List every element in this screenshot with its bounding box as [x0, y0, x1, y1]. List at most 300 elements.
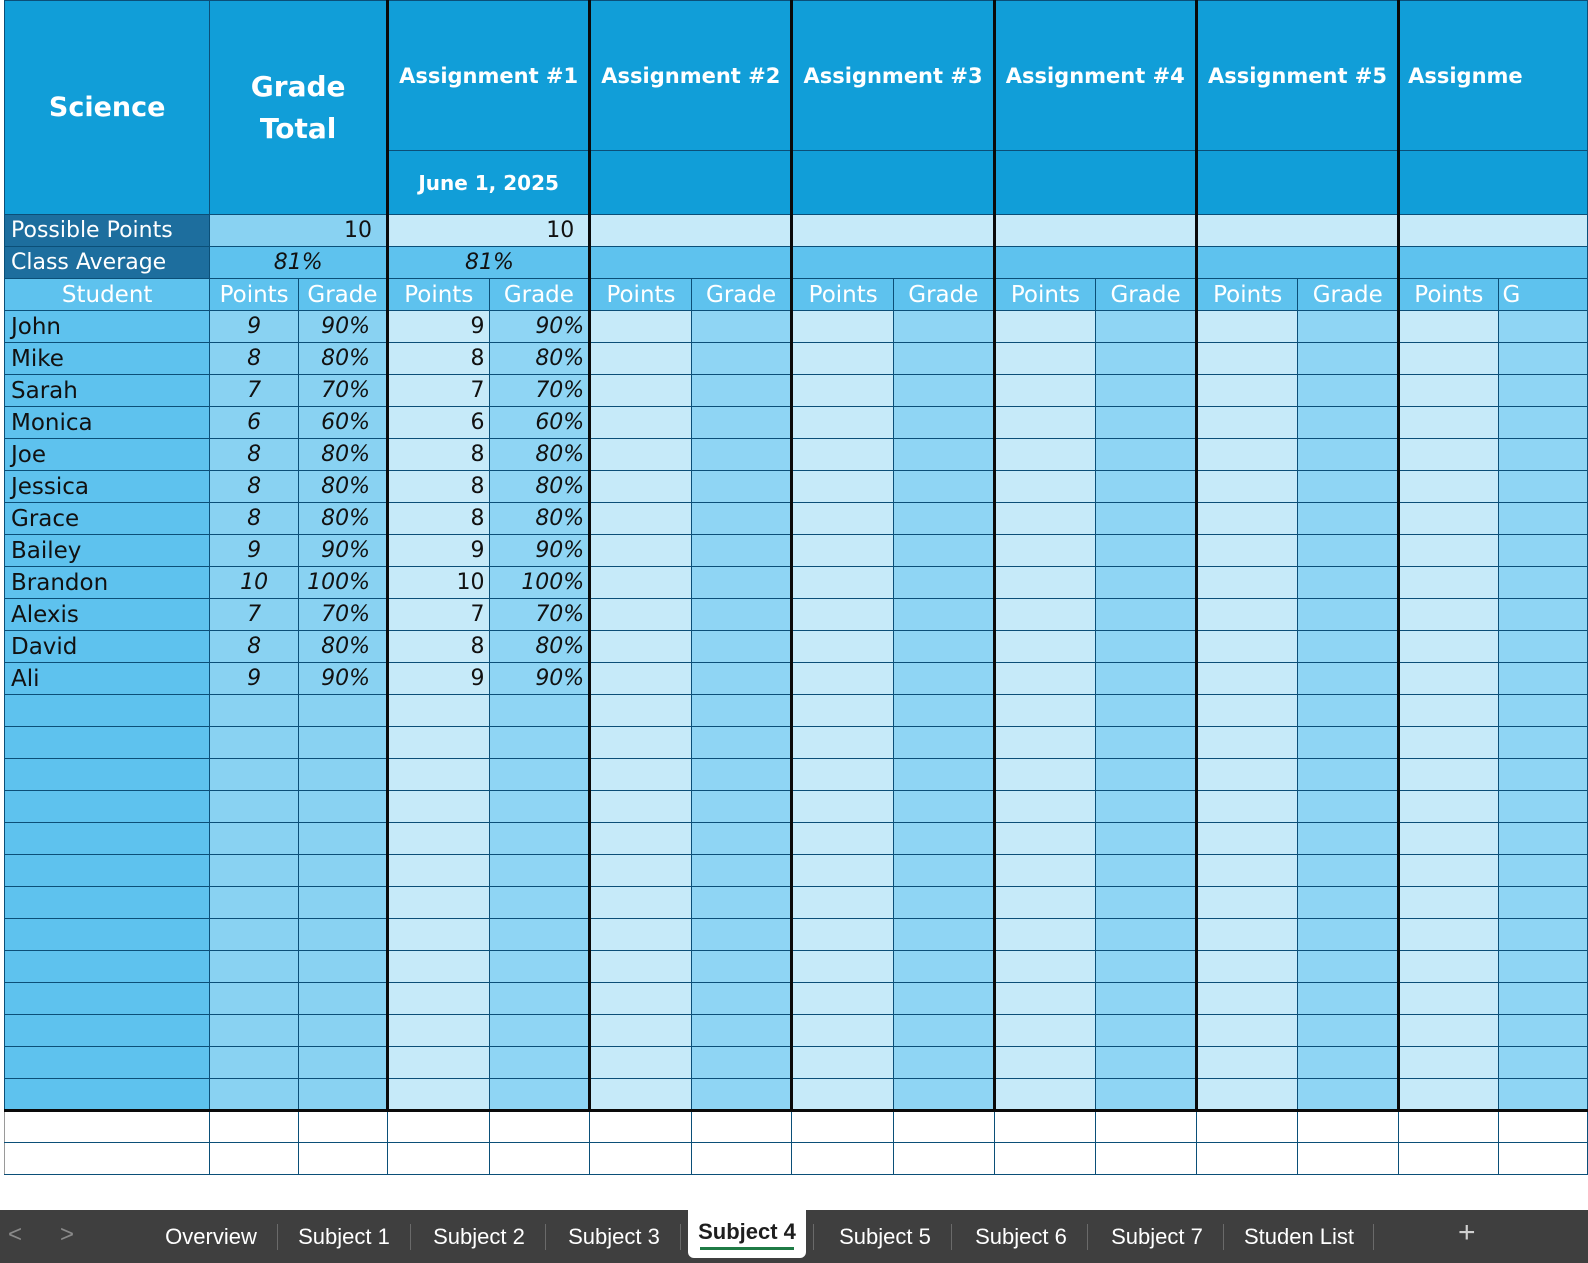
assignment-5-possible[interactable]	[1196, 215, 1398, 247]
total-grade-cell[interactable]: 80%	[298, 503, 387, 535]
empty-cell[interactable]	[994, 1143, 1096, 1175]
assignment-3-points-cell[interactable]	[792, 407, 894, 439]
student-name-cell[interactable]	[5, 855, 210, 887]
assignment-2-grade-cell[interactable]	[691, 695, 792, 727]
total-grade-cell[interactable]	[298, 1047, 387, 1079]
total-grade-cell[interactable]: 90%	[298, 311, 387, 343]
assignment-3-points-cell[interactable]	[792, 919, 894, 951]
assignment-4-points-cell[interactable]	[994, 1047, 1096, 1079]
assignment-2-points-cell[interactable]	[590, 887, 692, 919]
assignment-6-grade-cell[interactable]	[1498, 855, 1587, 887]
assignment-2-points-cell[interactable]	[590, 471, 692, 503]
total-points-cell[interactable]	[210, 1079, 299, 1111]
total-grade-cell[interactable]: 70%	[298, 375, 387, 407]
assignment-4-points-cell[interactable]	[994, 535, 1096, 567]
empty-cell[interactable]	[1298, 1143, 1399, 1175]
assignment-4-points-cell[interactable]	[994, 503, 1096, 535]
assignment-4-grade-cell[interactable]	[1096, 407, 1197, 439]
assignment-1-grade-cell[interactable]: 80%	[489, 343, 590, 375]
assignment-6-grade-cell[interactable]	[1498, 919, 1587, 951]
assignment-4-points-cell[interactable]	[994, 471, 1096, 503]
assignment-5-grade-cell[interactable]	[1298, 919, 1399, 951]
assignment-6-grade-cell[interactable]	[1498, 823, 1587, 855]
assignment-1-grade-cell[interactable]: 80%	[489, 439, 590, 471]
assignment-3-points-cell[interactable]	[792, 1015, 894, 1047]
assignment-5-grade-cell[interactable]	[1298, 759, 1399, 791]
assignment-6-points-cell[interactable]	[1399, 503, 1498, 535]
assignment-3-grade-cell[interactable]	[893, 567, 994, 599]
student-name-cell[interactable]	[5, 887, 210, 919]
assignment-1-grade-cell[interactable]: 90%	[489, 311, 590, 343]
assignment-6-grade-cell[interactable]	[1498, 535, 1587, 567]
assignment-6-grade-cell[interactable]	[1498, 1047, 1587, 1079]
assignment-1-grade-cell[interactable]: 90%	[489, 535, 590, 567]
assignment-3-points-cell[interactable]	[792, 631, 894, 663]
assignment-2-points-cell[interactable]	[590, 439, 692, 471]
total-points-cell[interactable]: 9	[210, 311, 299, 343]
assignment-4-grade-cell[interactable]	[1096, 855, 1197, 887]
assignment-6-points-cell[interactable]	[1399, 1079, 1498, 1111]
assignment-2-grade-cell[interactable]	[691, 855, 792, 887]
sheet-tab-subject-2[interactable]	[420, 1210, 538, 1263]
assignment-2-grade-cell[interactable]	[691, 375, 792, 407]
assignment-1-points-cell[interactable]	[388, 1079, 490, 1111]
assignment-6-points-cell[interactable]	[1399, 951, 1498, 983]
assignment-4-points-cell[interactable]	[994, 823, 1096, 855]
assignment-2-grade-cell[interactable]	[691, 663, 792, 695]
student-name-cell[interactable]: Alexis	[5, 599, 210, 631]
assignment-5-grade-cell[interactable]	[1298, 887, 1399, 919]
empty-cell[interactable]	[792, 1143, 894, 1175]
assignment-1-grade-cell[interactable]	[489, 983, 590, 1015]
assignment-1-points-cell[interactable]: 7	[388, 599, 490, 631]
assignment-2-grade-cell[interactable]	[691, 887, 792, 919]
assignment-1-grade-cell[interactable]: 70%	[489, 375, 590, 407]
assignment-3-points-cell[interactable]	[792, 983, 894, 1015]
assignment-3-grade-cell[interactable]	[893, 471, 994, 503]
empty-cell[interactable]	[893, 1143, 994, 1175]
assignment-1-points-cell[interactable]: 9	[388, 311, 490, 343]
assignment-5-points-cell[interactable]	[1196, 407, 1298, 439]
assignment-4-grade-cell[interactable]	[1096, 919, 1197, 951]
sheet-tab-subject-4[interactable]	[688, 1210, 806, 1258]
assignment-4-points-cell[interactable]	[994, 343, 1096, 375]
assignment-5-grade-cell[interactable]	[1298, 983, 1399, 1015]
total-points-cell[interactable]: 8	[210, 631, 299, 663]
total-grade-cell[interactable]	[298, 1079, 387, 1111]
assignment-3-grade-cell[interactable]	[893, 1015, 994, 1047]
assignment-4-grade-cell[interactable]	[1096, 311, 1197, 343]
assignment-5-grade-cell[interactable]	[1298, 311, 1399, 343]
assignment-5-grade-cell[interactable]	[1298, 791, 1399, 823]
empty-cell[interactable]	[994, 1111, 1096, 1143]
assignment-6-grade-cell[interactable]	[1498, 471, 1587, 503]
assignment-1-points-cell[interactable]	[388, 727, 490, 759]
assignment-4-points-cell[interactable]	[994, 919, 1096, 951]
assignment-3-points-cell[interactable]	[792, 567, 894, 599]
total-points-cell[interactable]: 8	[210, 503, 299, 535]
assignment-5-grade-cell[interactable]	[1298, 599, 1399, 631]
total-points-cell[interactable]	[210, 759, 299, 791]
assignment-5-grade-cell[interactable]	[1298, 631, 1399, 663]
assignment-6-grade-cell[interactable]	[1498, 631, 1587, 663]
assignment-4-grade-cell[interactable]	[1096, 727, 1197, 759]
assignment-5-points-cell[interactable]	[1196, 599, 1298, 631]
assignment-6-grade-cell[interactable]	[1498, 503, 1587, 535]
assignment-6-points-cell[interactable]	[1399, 855, 1498, 887]
assignment-2-points-cell[interactable]	[590, 407, 692, 439]
total-points-cell[interactable]: 7	[210, 599, 299, 631]
assignment-1-points-cell[interactable]: 8	[388, 631, 490, 663]
assignment-5-points-cell[interactable]	[1196, 567, 1298, 599]
assignment-4-grade-cell[interactable]	[1096, 1079, 1197, 1111]
assignment-4-grade-cell[interactable]	[1096, 343, 1197, 375]
assignment-4-grade-cell[interactable]	[1096, 759, 1197, 791]
assignment-4-points-cell[interactable]	[994, 791, 1096, 823]
sheet-tab-subject-6[interactable]	[962, 1210, 1080, 1263]
assignment-1-grade-cell[interactable]	[489, 759, 590, 791]
scroll-tabs-left-button[interactable]: <	[8, 1221, 23, 1248]
assignment-6-grade-cell[interactable]	[1498, 439, 1587, 471]
assignment-6-grade-cell[interactable]	[1498, 727, 1587, 759]
assignment-3-points-cell[interactable]	[792, 599, 894, 631]
assignment-6-points-cell[interactable]	[1399, 1047, 1498, 1079]
total-points-cell[interactable]	[210, 695, 299, 727]
assignment-6-points-cell[interactable]	[1399, 919, 1498, 951]
assignment-4-grade-cell[interactable]	[1096, 471, 1197, 503]
student-name-cell[interactable]: Ali	[5, 663, 210, 695]
assignment-1-grade-cell[interactable]	[489, 727, 590, 759]
total-points-cell[interactable]	[210, 791, 299, 823]
assignment-4-points-cell[interactable]	[994, 887, 1096, 919]
student-name-cell[interactable]	[5, 951, 210, 983]
assignment-3-grade-cell[interactable]	[893, 919, 994, 951]
assignment-2-possible[interactable]	[590, 215, 792, 247]
assignment-1-possible[interactable]: 10	[388, 215, 590, 247]
assignment-2-points-cell[interactable]	[590, 1015, 692, 1047]
assignment-1-grade-cell[interactable]	[489, 791, 590, 823]
assignment-3-grade-cell[interactable]	[893, 983, 994, 1015]
assignment-4-points-cell[interactable]	[994, 375, 1096, 407]
total-points-cell[interactable]	[210, 1047, 299, 1079]
assignment-2-grade-cell[interactable]	[691, 1079, 792, 1111]
assignment-2-points-cell[interactable]	[590, 631, 692, 663]
assignment-2-points-cell[interactable]	[590, 855, 692, 887]
total-points-cell[interactable]	[210, 919, 299, 951]
assignment-2-points-cell[interactable]	[590, 791, 692, 823]
assignment-2-grade-cell[interactable]	[691, 503, 792, 535]
assignment-5-grade-cell[interactable]	[1298, 343, 1399, 375]
assignment-5-points-cell[interactable]	[1196, 951, 1298, 983]
assignment-2-date[interactable]	[590, 151, 792, 215]
student-name-cell[interactable]	[5, 695, 210, 727]
assignment-2-grade-cell[interactable]	[691, 759, 792, 791]
assignment-5-grade-cell[interactable]	[1298, 727, 1399, 759]
empty-cell[interactable]	[691, 1111, 792, 1143]
assignment-2-grade-cell[interactable]	[691, 951, 792, 983]
assignment-5-grade-cell[interactable]	[1298, 855, 1399, 887]
empty-cell[interactable]	[1196, 1143, 1298, 1175]
assignment-4-grade-cell[interactable]	[1096, 823, 1197, 855]
assignment-3-date[interactable]	[792, 151, 994, 215]
assignment-6-grade-cell[interactable]	[1498, 1015, 1587, 1047]
assignment-6-grade-cell[interactable]	[1498, 663, 1587, 695]
assignment-3-grade-cell[interactable]	[893, 727, 994, 759]
assignment-4-points-cell[interactable]	[994, 727, 1096, 759]
empty-cell[interactable]	[489, 1143, 590, 1175]
empty-cell[interactable]	[792, 1111, 894, 1143]
assignment-3-grade-cell[interactable]	[893, 1047, 994, 1079]
assignment-6-points-cell[interactable]	[1399, 759, 1498, 791]
assignment-1-average[interactable]: 81%	[388, 247, 590, 279]
total-grade-cell[interactable]	[298, 951, 387, 983]
assignment-1-points-cell[interactable]	[388, 887, 490, 919]
assignment-5-grade-cell[interactable]	[1298, 567, 1399, 599]
assignment-5-points-cell[interactable]	[1196, 823, 1298, 855]
assignment-5-points-cell[interactable]	[1196, 375, 1298, 407]
assignment-5-points-cell[interactable]	[1196, 1047, 1298, 1079]
assignment-6-average[interactable]	[1399, 247, 1588, 279]
assignment-2-grade-cell[interactable]	[691, 599, 792, 631]
empty-cell[interactable]	[590, 1111, 692, 1143]
empty-cell[interactable]	[1399, 1143, 1498, 1175]
assignment-6-grade-cell[interactable]	[1498, 695, 1587, 727]
sheet-tab-overview[interactable]	[152, 1210, 270, 1263]
assignment-3-grade-cell[interactable]	[893, 823, 994, 855]
empty-cell[interactable]	[1096, 1143, 1197, 1175]
assignment-3-grade-cell[interactable]	[893, 503, 994, 535]
assignment-3-grade-cell[interactable]	[893, 663, 994, 695]
assignment-1-grade-cell[interactable]: 100%	[489, 567, 590, 599]
assignment-3-points-cell[interactable]	[792, 695, 894, 727]
total-points-cell[interactable]: 7	[210, 375, 299, 407]
assignment-1-points-cell[interactable]	[388, 919, 490, 951]
assignment-2-grade-cell[interactable]	[691, 631, 792, 663]
assignment-3-grade-cell[interactable]	[893, 407, 994, 439]
empty-cell[interactable]	[388, 1143, 490, 1175]
assignment-1-grade-cell[interactable]	[489, 887, 590, 919]
assignment-5-grade-cell[interactable]	[1298, 535, 1399, 567]
assignment-1-points-cell[interactable]: 8	[388, 503, 490, 535]
assignment-5-grade-cell[interactable]	[1298, 471, 1399, 503]
student-name-cell[interactable]: Mike	[5, 343, 210, 375]
total-grade-cell[interactable]	[298, 759, 387, 791]
student-name-cell[interactable]	[5, 791, 210, 823]
assignment-4-grade-cell[interactable]	[1096, 503, 1197, 535]
assignment-6-grade-cell[interactable]	[1498, 375, 1587, 407]
total-grade-cell[interactable]: 80%	[298, 631, 387, 663]
total-grade-cell[interactable]	[298, 1015, 387, 1047]
student-name-cell[interactable]	[5, 983, 210, 1015]
student-name-cell[interactable]	[5, 823, 210, 855]
student-name-cell[interactable]	[5, 1047, 210, 1079]
assignment-2-points-cell[interactable]	[590, 599, 692, 631]
assignment-6-points-cell[interactable]	[1399, 343, 1498, 375]
assignment-4-points-cell[interactable]	[994, 1015, 1096, 1047]
assignment-3-points-cell[interactable]	[792, 823, 894, 855]
student-name-cell[interactable]: David	[5, 631, 210, 663]
assignment-1-grade-cell[interactable]: 70%	[489, 599, 590, 631]
assignment-1-points-cell[interactable]	[388, 759, 490, 791]
assignment-4-possible[interactable]	[994, 215, 1196, 247]
total-points-cell[interactable]: 9	[210, 663, 299, 695]
empty-cell[interactable]	[5, 1111, 210, 1143]
assignment-4-grade-cell[interactable]	[1096, 375, 1197, 407]
assignment-2-grade-cell[interactable]	[691, 535, 792, 567]
student-name-cell[interactable]: Monica	[5, 407, 210, 439]
assignment-3-points-cell[interactable]	[792, 535, 894, 567]
assignment-2-grade-cell[interactable]	[691, 471, 792, 503]
assignment-5-grade-cell[interactable]	[1298, 1047, 1399, 1079]
student-name-cell[interactable]: Joe	[5, 439, 210, 471]
assignment-1-grade-cell[interactable]	[489, 1079, 590, 1111]
assignment-3-points-cell[interactable]	[792, 663, 894, 695]
empty-cell[interactable]	[1096, 1111, 1197, 1143]
sheet-tab-studen-list[interactable]	[1232, 1210, 1366, 1263]
total-grade-cell[interactable]	[298, 919, 387, 951]
sheet-tab-subject-3[interactable]	[555, 1210, 673, 1263]
assignment-5-points-cell[interactable]	[1196, 759, 1298, 791]
total-points-cell[interactable]: 8	[210, 343, 299, 375]
assignment-4-points-cell[interactable]	[994, 951, 1096, 983]
total-grade-cell[interactable]: 90%	[298, 535, 387, 567]
assignment-2-grade-cell[interactable]	[691, 1015, 792, 1047]
empty-cell[interactable]	[1399, 1111, 1498, 1143]
total-points-cell[interactable]	[210, 983, 299, 1015]
assignment-3-points-cell[interactable]	[792, 471, 894, 503]
assignment-1-grade-cell[interactable]	[489, 695, 590, 727]
assignment-2-points-cell[interactable]	[590, 1047, 692, 1079]
empty-cell[interactable]	[489, 1111, 590, 1143]
assignment-3-grade-cell[interactable]	[893, 311, 994, 343]
assignment-1-points-cell[interactable]: 8	[388, 439, 490, 471]
assignment-4-grade-cell[interactable]	[1096, 887, 1197, 919]
assignment-3-points-cell[interactable]	[792, 343, 894, 375]
assignment-2-points-cell[interactable]	[590, 567, 692, 599]
assignment-1-grade-cell[interactable]: 90%	[489, 663, 590, 695]
total-grade-cell[interactable]: 80%	[298, 439, 387, 471]
sheet-tab-subject-5[interactable]	[826, 1210, 944, 1263]
assignment-2-points-cell[interactable]	[590, 759, 692, 791]
empty-cell[interactable]	[1498, 1111, 1587, 1143]
assignment-4-points-cell[interactable]	[994, 1079, 1096, 1111]
assignment-6-points-cell[interactable]	[1399, 727, 1498, 759]
total-points-cell[interactable]	[210, 727, 299, 759]
assignment-5-points-cell[interactable]	[1196, 791, 1298, 823]
assignment-1-points-cell[interactable]	[388, 695, 490, 727]
assignment-3-points-cell[interactable]	[792, 503, 894, 535]
assignment-1-grade-cell[interactable]	[489, 919, 590, 951]
assignment-1-grade-cell[interactable]	[489, 1015, 590, 1047]
assignment-1-points-cell[interactable]	[388, 823, 490, 855]
assignment-4-grade-cell[interactable]	[1096, 439, 1197, 471]
assignment-6-points-cell[interactable]	[1399, 567, 1498, 599]
assignment-4-grade-cell[interactable]	[1096, 695, 1197, 727]
assignment-2-points-cell[interactable]	[590, 343, 692, 375]
total-grade-cell[interactable]	[298, 855, 387, 887]
assignment-3-grade-cell[interactable]	[893, 695, 994, 727]
empty-cell[interactable]	[1298, 1111, 1399, 1143]
assignment-3-points-cell[interactable]	[792, 759, 894, 791]
assignment-2-grade-cell[interactable]	[691, 311, 792, 343]
assignment-3-points-cell[interactable]	[792, 1079, 894, 1111]
assignment-6-points-cell[interactable]	[1399, 663, 1498, 695]
assignment-2-grade-cell[interactable]	[691, 983, 792, 1015]
assignment-3-grade-cell[interactable]	[893, 887, 994, 919]
assignment-4-points-cell[interactable]	[994, 855, 1096, 887]
total-points-cell[interactable]	[210, 887, 299, 919]
total-grade-cell[interactable]: 70%	[298, 599, 387, 631]
assignment-2-points-cell[interactable]	[590, 503, 692, 535]
assignment-6-grade-cell[interactable]	[1498, 951, 1587, 983]
assignment-2-points-cell[interactable]	[590, 919, 692, 951]
assignment-5-grade-cell[interactable]	[1298, 407, 1399, 439]
total-grade-cell[interactable]	[298, 791, 387, 823]
scroll-tabs-right-button[interactable]: >	[60, 1221, 75, 1248]
add-sheet-button[interactable]: +	[1458, 1216, 1476, 1249]
assignment-6-grade-cell[interactable]	[1498, 311, 1587, 343]
empty-cell[interactable]	[590, 1143, 692, 1175]
empty-cell[interactable]	[298, 1111, 387, 1143]
total-points-cell[interactable]: 8	[210, 439, 299, 471]
possible-points-total[interactable]: 10	[210, 215, 388, 247]
empty-cell[interactable]	[210, 1111, 299, 1143]
assignment-5-grade-cell[interactable]	[1298, 695, 1399, 727]
assignment-6-points-cell[interactable]	[1399, 823, 1498, 855]
assignment-1-points-cell[interactable]: 8	[388, 471, 490, 503]
assignment-1-grade-cell[interactable]	[489, 951, 590, 983]
assignment-3-points-cell[interactable]	[792, 887, 894, 919]
assignment-5-grade-cell[interactable]	[1298, 1079, 1399, 1111]
assignment-5-grade-cell[interactable]	[1298, 375, 1399, 407]
assignment-1-points-cell[interactable]	[388, 983, 490, 1015]
total-grade-cell[interactable]	[298, 823, 387, 855]
assignment-1-points-cell[interactable]: 9	[388, 663, 490, 695]
assignment-5-points-cell[interactable]	[1196, 727, 1298, 759]
assignment-4-average[interactable]	[994, 247, 1196, 279]
assignment-1-points-cell[interactable]	[388, 951, 490, 983]
assignment-1-grade-cell[interactable]	[489, 1047, 590, 1079]
assignment-3-grade-cell[interactable]	[893, 855, 994, 887]
assignment-1-grade-cell[interactable]	[489, 855, 590, 887]
total-points-cell[interactable]	[210, 951, 299, 983]
assignment-4-grade-cell[interactable]	[1096, 1047, 1197, 1079]
assignment-4-points-cell[interactable]	[994, 983, 1096, 1015]
assignment-6-grade-cell[interactable]	[1498, 759, 1587, 791]
total-points-cell[interactable]: 8	[210, 471, 299, 503]
assignment-1-grade-cell[interactable]: 80%	[489, 471, 590, 503]
assignment-3-points-cell[interactable]	[792, 791, 894, 823]
assignment-3-grade-cell[interactable]	[893, 343, 994, 375]
assignment-2-grade-cell[interactable]	[691, 1047, 792, 1079]
total-grade-cell[interactable]: 80%	[298, 343, 387, 375]
student-name-cell[interactable]: Brandon	[5, 567, 210, 599]
assignment-5-points-cell[interactable]	[1196, 983, 1298, 1015]
assignment-5-date[interactable]	[1196, 151, 1398, 215]
assignment-4-points-cell[interactable]	[994, 631, 1096, 663]
assignment-2-points-cell[interactable]	[590, 535, 692, 567]
assignment-3-points-cell[interactable]	[792, 439, 894, 471]
assignment-6-points-cell[interactable]	[1399, 471, 1498, 503]
student-name-cell[interactable]	[5, 759, 210, 791]
assignment-1-points-cell[interactable]: 8	[388, 343, 490, 375]
assignment-5-points-cell[interactable]	[1196, 663, 1298, 695]
assignment-4-points-cell[interactable]	[994, 567, 1096, 599]
assignment-3-average[interactable]	[792, 247, 994, 279]
assignment-6-points-cell[interactable]	[1399, 1015, 1498, 1047]
assignment-4-grade-cell[interactable]	[1096, 567, 1197, 599]
assignment-1-grade-cell[interactable]	[489, 823, 590, 855]
